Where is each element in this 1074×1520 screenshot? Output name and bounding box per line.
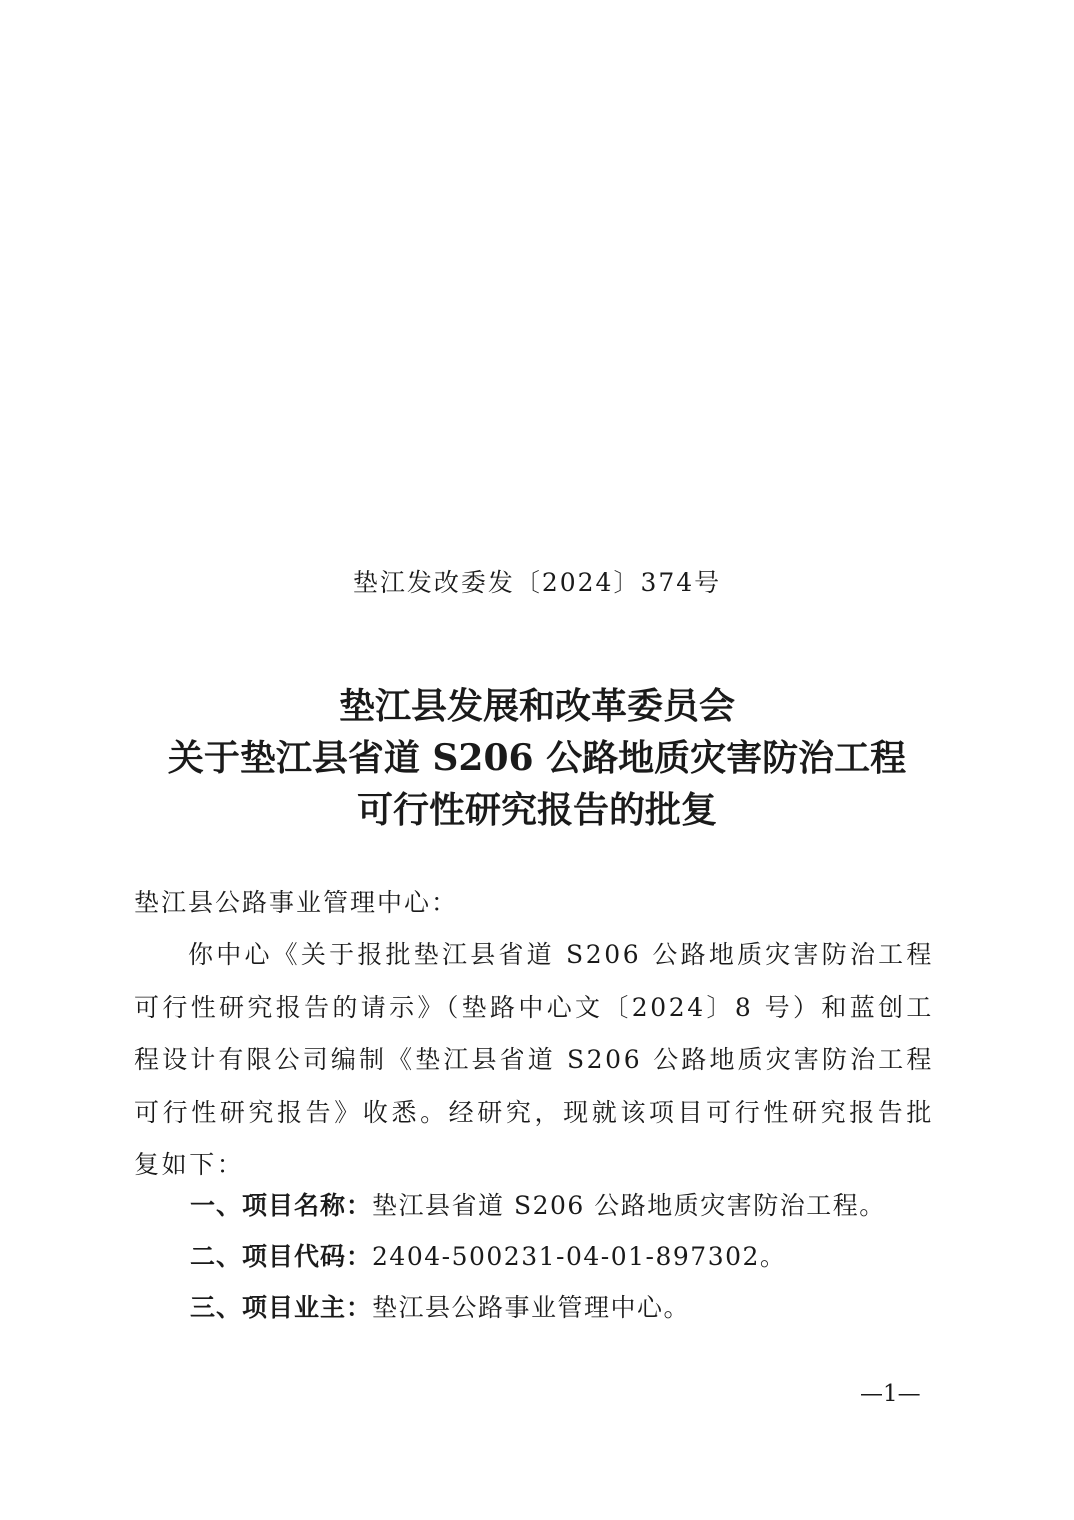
document-title xyxy=(0,680,1074,836)
title-line-2: 关于垫江县省道 S206 公路地质灾害防治工程 xyxy=(167,737,907,779)
page-number: —1— xyxy=(860,1381,921,1407)
item-value: 垫江县公路事业管理中心。 xyxy=(372,1293,691,1322)
title-line-3: 可行性研究报告的批复 xyxy=(356,789,717,831)
salutation: 垫江县公路事业管理中心： xyxy=(134,888,459,917)
item-value: 垫江县省道 S206 公路地质灾害防治工程。 xyxy=(372,1191,886,1220)
item-project-code xyxy=(190,1237,786,1277)
item-value: 2404-500231-04-01-897302。 xyxy=(372,1242,787,1271)
title-line-1: 垫江县发展和改革委员会 xyxy=(338,685,735,727)
document-number: 垫江发改委发〔2024〕374号 xyxy=(352,568,722,597)
body-paragraph: 你中心《关于报批垫江县省道 S206 公路地质灾害防治工程可行性研究报告的请示》（垫路中心文〔2024〕8 号）和蓝创工程设计有限公司编制《垫江县省道 S206 公路地质灾害防治工程可行性研究报告》收悉。经研究，现就该项目可行性研究报告批复如下： xyxy=(134,940,934,1179)
item-project-name xyxy=(190,1186,886,1226)
item-label: 三、项目业主： xyxy=(190,1293,373,1322)
item-project-owner xyxy=(190,1288,690,1328)
item-label: 一、项目名称： xyxy=(190,1191,373,1220)
item-label: 二、项目代码： xyxy=(190,1242,373,1271)
